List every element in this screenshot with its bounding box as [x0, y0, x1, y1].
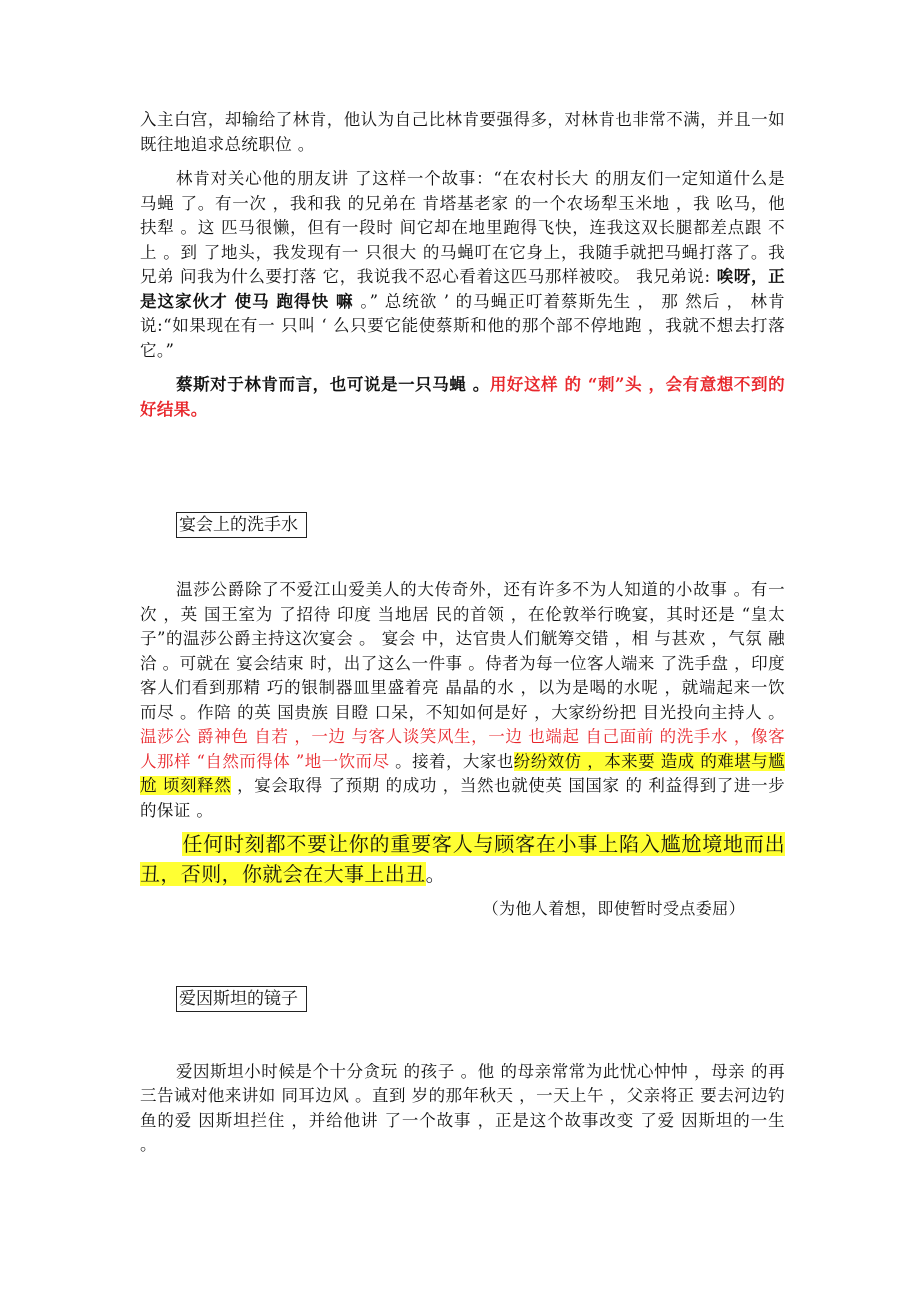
windsor-red-text: 温莎公 爵神色 自若 ，一边 与客人谈笑风生，一边 也端起 自己面前 的洗手水 ，像客人那样 “自然而得体 ”地一饮而尽: [140, 727, 785, 771]
document-page: [140, 108, 785, 1158]
paragraph-windsor-story: [140, 578, 785, 823]
banquet-moral-end: 。: [425, 862, 447, 886]
windsor-text: 温莎公爵除了不爱江山爱美人的大传奇外，还有许多不为人知道的小故事 。有一次 ，英 国王室为 了招待 印度 当地居 民的首领 ，在伦敦举行晚宴，其时还是 “皇太子”的温莎公爵主持这次宴会 。 宴会 中，达官贵人们觥筹交错 ，相 与甚欢 ，气氛 融洽 。可就在 宴会结束 时，出了这么一件事 。侍者为每一位客人端来 了洗手盘 ，印度客人们看到那精 巧的银制器皿里盛着亮 晶晶的水 ，以为是喝的水呢 ，就端起来一饮而尽 。作陪 的英 国贵族 目瞪 口呆，不知如何是好 ，大家纷纷把 目光投向主持人 。: [140, 580, 785, 722]
lincoln-moral-red: 用好这样 的 “刺”头 ，会有意想不到的好结果。: [140, 375, 785, 419]
windsor-text-2: 。接着，大家也: [389, 751, 514, 771]
banquet-moral-highlight: 任何时刻都不要让你的重要客人与顾客在小事上陷入尴尬境地而出丑，否则，你就会在大事上出丑: [140, 832, 785, 886]
banquet-note: （为他人着想，即使暂时受点委屈）: [482, 899, 745, 918]
lincoln-quote-bold: 唉呀，正是这家伙才 使马 跑得快 嘛: [140, 267, 785, 311]
paragraph-lincoln-story: [140, 167, 785, 363]
windsor-text-3: ，宴会取得 了预期 的成功 ，当然也就使英 国国家 的 利益得到了进一步 的保证 。: [140, 776, 785, 820]
windsor-highlight: 纷纷效仿 ，本来要 造成 的难堪与尴尬 顷刻释然: [140, 751, 786, 795]
paragraph-einstein-story: 爱因斯坦小时候是个十分贪玩 的孩子 。他 的母亲常常为此忧心忡忡 ，母亲 的再三告诫对他来讲如 同耳边风 。直到 岁的那年秋天 ，一天上午 ，父亲将正 要去河边钓鱼的爱 因斯坦拦住 ，并给他讲 了一个故事 ，正是这个故事改变 了爱 因斯坦的一生 。: [140, 1061, 785, 1154]
banquet-moral: [140, 829, 785, 889]
lincoln-story-text: 林肯对关心他的朋友讲 了这样一个故事：“在农村长大 的朋友们一定知道什么是马蝇 了。有一次 ，我和我 的兄弟在 肯塔基老家 的一个农场犁玉米地 ，我 吆马，他扶犁 。这 匹马很懒，但有一段时 间它却在地里跑得飞快，连我这双长腿都差点跟 不上 。到 了地头，我发现有一 只很大 的马蝇叮在它身上，我随手就把马蝇打落了。我兄弟 问我为什么要打落 它，我说我不忍心看着这匹马那样被咬。 我兄弟说:: [140, 169, 785, 286]
paragraph-lincoln-intro: 入主白宫，却输给了林肯，他认为自己比林肯要强得多，对林肯也非常不满，并且一如既往地追求总统职位 。: [140, 110, 785, 154]
lincoln-story-text-2: 。” 总统欲 ’ 的马蝇正叮着蔡斯先生 ， 那 然后 ， 林肯说:“如果现在有一 只叫 ‘ 么只要它能使蔡斯和他的那个部不停地跑 ，我就不想去打落它。”: [140, 291, 785, 360]
section-title-einstein: 爱因斯坦的镜子: [176, 986, 307, 1012]
paragraph-lincoln-moral: [140, 373, 785, 422]
lincoln-moral-bold: 蔡斯对于林肯而言，也可说是一只马蝇 。: [176, 375, 490, 394]
section-title-banquet: 宴会上的洗手水: [176, 512, 307, 538]
